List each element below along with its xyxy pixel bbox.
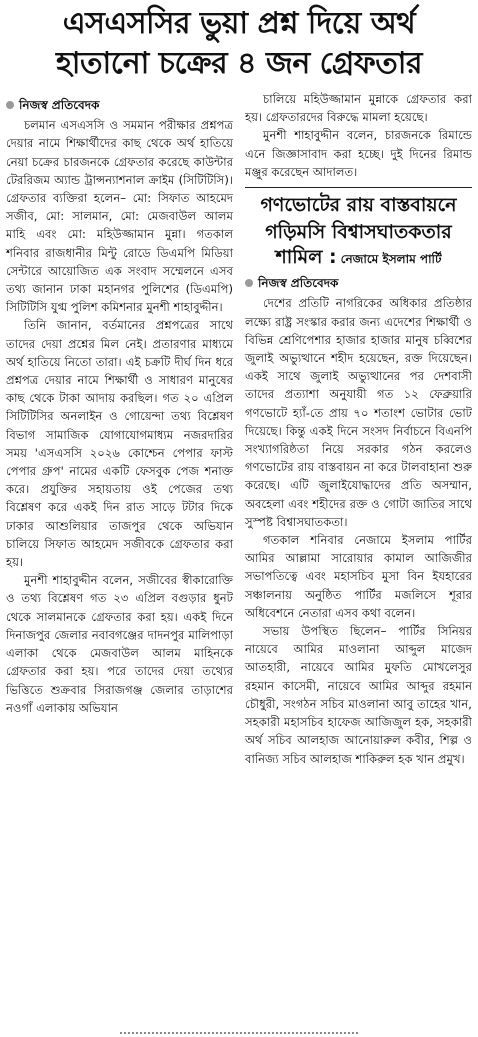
story1-byline — [6, 96, 233, 114]
main-headline-line-2: হাতানো চক্রের ৪ জন গ্রেফতার — [56, 46, 422, 81]
story2-headline-line-2: গড়িমসি বিশ্বাসঘাতকতার — [265, 221, 452, 244]
story2-paragraph-1: দেশের প্রতিটি নাগরিকের অধিকার প্রতিষ্ঠার লক্ষ্যে রাষ্ট্র সংস্কার করার জন্য এদেশের শিক্ষার্থী ও বিভিন্ন শ্রেণিপেশার হাজার হাজার মানুষ চব্বিশের জুলাই অভ্যুত্থানে শহীদ হয়েছেন, রক্ত দিয়েছেন। একই সাথে জুলাই অভ্যুত্থানের পর দেশবাসী তাদের প্রত্যাশা অনুযায়ী গত ১২ ফেব্রুয়ারি গণভোটে হ্যাঁ-তে প্রায় ৭০ শতাংশ ভোটার ভোট দিয়েছে। কিন্তু একই দিনে সংসদ নির্বাচনে বিএনপি সংখ্যাগরিষ্ঠতা নিয়ে সরকার গঠন করলেও গণভোটের রায় বাস্তবায়ন না করে টালবাহানা শুরু করেছে। এটি জুলাইযোদ্ধাদের প্রতি অসম্মান, অবহেলা এবং শহীদের রক্ত ও গোটা জাতির সাথে সুস্পষ্ট বিশ্বাসঘাতকতা। — [245, 296, 472, 529]
story2-headline-line-1: গণভোটের রায় বাস্তবায়নে — [260, 194, 457, 217]
story1-paragraph-2: তিনি জানান, বর্তমানের প্রশ্নপত্রের সাথে তাদের দেয়া প্রশ্নের মিল নেই। প্রতারণার মাধ্যমে অর্থ হাতিয়ে নিতো তারা। এই চক্রটি দীর্ঘ দিন ধরে প্রশ্নপত্র দেয়ার নামে শিক্ষার্থী ও সাধারণ মানুষের কাছ থেকে টাকা আদায় করছিল। গত ২০ এপ্রিল সিটিটিসির অনলাইন ও গোয়েন্দা তথ্য বিশ্লেষণ বিভাগ সামাজিক যোগাযোগমাধ্যম নজরদারির সময় 'এসএসসি ২০২৬ কোশ্চেন পেপার ফাস্ট পেপার গ্রুপ' নামের একটি ফেসবুক পেজ শনাক্ত করে। প্রযুক্তির সহায়তায় ওই পেজের তথ্য বিশ্লেষণ করে একই দিন রাত সাড়ে টটার দিকে ঢাকার আশুলিয়ার তাজপুর থেকে অভিযান চালিয়ে সিফাত আহমেদ সজীবকে গ্রেফতার করা হয়। — [6, 318, 233, 570]
main-headline-line-1: এসএসসির ভুয়া প্রশ্ন দিয়ে অর্থ — [62, 6, 416, 41]
story2-paragraph-3: সভায় উপস্থিত ছিলেন– পার্টির সিনিয়র নায়েবে আমির মাওলানা আব্দুল মাজেদ আতহারী, নায়েবে আমির মুফতি মোখলেসুর রহমান কাসেমী, নায়েবে আমির আব্দুর রহমান চৌধুরী, সংগঠন সচিব মাওলানা আবু তাহের খান, সহকারী মহাসচিব হাফেজ আজিজুল হক, সহকারী অর্থ সচিব আলহাজ আনোয়ারুল কবীর, শিল্প ও বানিজ্য সচিব আলহাজ শাকিরুল হক খান প্রমুখ। — [245, 624, 472, 766]
story2-headline-line-3: শামিল : — [275, 246, 337, 269]
main-headline — [6, 4, 472, 84]
story1-byline-text: নিজস্ব প্রতিবেদক — [19, 98, 100, 112]
bottom-dotted-rule — [120, 1032, 358, 1034]
story1-paragraph-1: চলমান এসএসসি ও সমমান পরীক্ষার প্রশ্নপত্র দেয়ার নামে শিক্ষার্থীদের কাছ থেকে অর্থ হাতিয়ে নেয়া চক্রের চারজনকে গ্রেফতার করেছে কাউন্টার টেররিজম অ্যান্ড ট্রান্সন্যাশনাল ক্রাইম (সিটিটিসি)। গ্রেফতার ব্যক্তিরা হলেন– মো: সিফাত আহমেদ সজীব, মো: সালমান, মো: মেজবাউল আলম মাহি এবং মো: মহিউজ্জামান মুন্না। গতকাল শনিবার রাজধানীর মিন্টু রোডে ডিএমপি মিডিয়া সেন্টারে আয়োজিত এক সংবাদ সম্মেলনে এসব তথ্য জানান ঢাকা মহানগর পুলিশের (ডিএমপি) সিটিটিসি যুগ্ম পুলিশ কমিশনার মুনশী শাহাবুদ্দীন। — [6, 118, 233, 315]
story2-headline-row-3 — [245, 248, 472, 268]
right-column — [245, 90, 472, 768]
byline-bullet-icon — [245, 279, 253, 287]
story2-paragraph-2: গতকাল শনিবার নেজামে ইসলাম পার্টির আমির আল্লামা সারোয়ার কামাল আজিজীর সভাপতিত্বে এবং মহাসচিব মুসা বিন ইযহারের সঞ্চালনায় অনুষ্ঠিত পার্টির মজলিসে শূরার অধিবেশনে নেতারা এসব কথা বলেন। — [245, 533, 472, 620]
story2-headline — [245, 192, 472, 246]
story1-paragraph-3: মুনশী শাহাবুদ্দীন বলেন, সজীবের স্বীকারোক্তি ও তথ্য বিশ্লেষণ গত ২৩ এপ্রিল বগুড়ার ধুনট থেকে সালমানকে গ্রেফতার করা হয়। একই দিনে দিনাজপুর জেলার নবাবগঞ্জের দাদনপুর মালিপাড়া এলাকা থেকে মেজবাউল আলম মাহিনকে গ্রেফতার করা হয়। পরে তাদের দেয়া তথ্যের ভিত্তিতে শুক্রবার সিরাজগঞ্জ জেলার তাড়াশের নওগাঁ এলাকায় অভিযান — [6, 573, 233, 715]
left-column — [6, 90, 233, 768]
byline-bullet-icon — [6, 101, 14, 109]
section-divider — [245, 187, 472, 188]
story1-continuation-2: মুনশী শাহাবুদ্দীন বলেন, চারজনকে রিমান্ডে এনে জিজ্ঞাসাবাদ করা হচ্ছে। দুই দিনের রিমান্ড মঞ্জুর করেছেন আদালত। — [245, 128, 472, 179]
story2-byline — [245, 274, 472, 292]
story2-byline-text: নিজস্ব প্রতিবেদক — [258, 276, 339, 291]
story1-continuation-1: চালিয়ে মহিউজ্জামান মুন্নাকে গ্রেফতার করা হয়। গ্রেফতারদের বিরুদ্ধে মামলা হয়েছে। — [245, 92, 472, 125]
story2-headline-source: নেজামে ইসলাম পার্টি — [340, 252, 442, 267]
article-columns — [6, 90, 472, 768]
